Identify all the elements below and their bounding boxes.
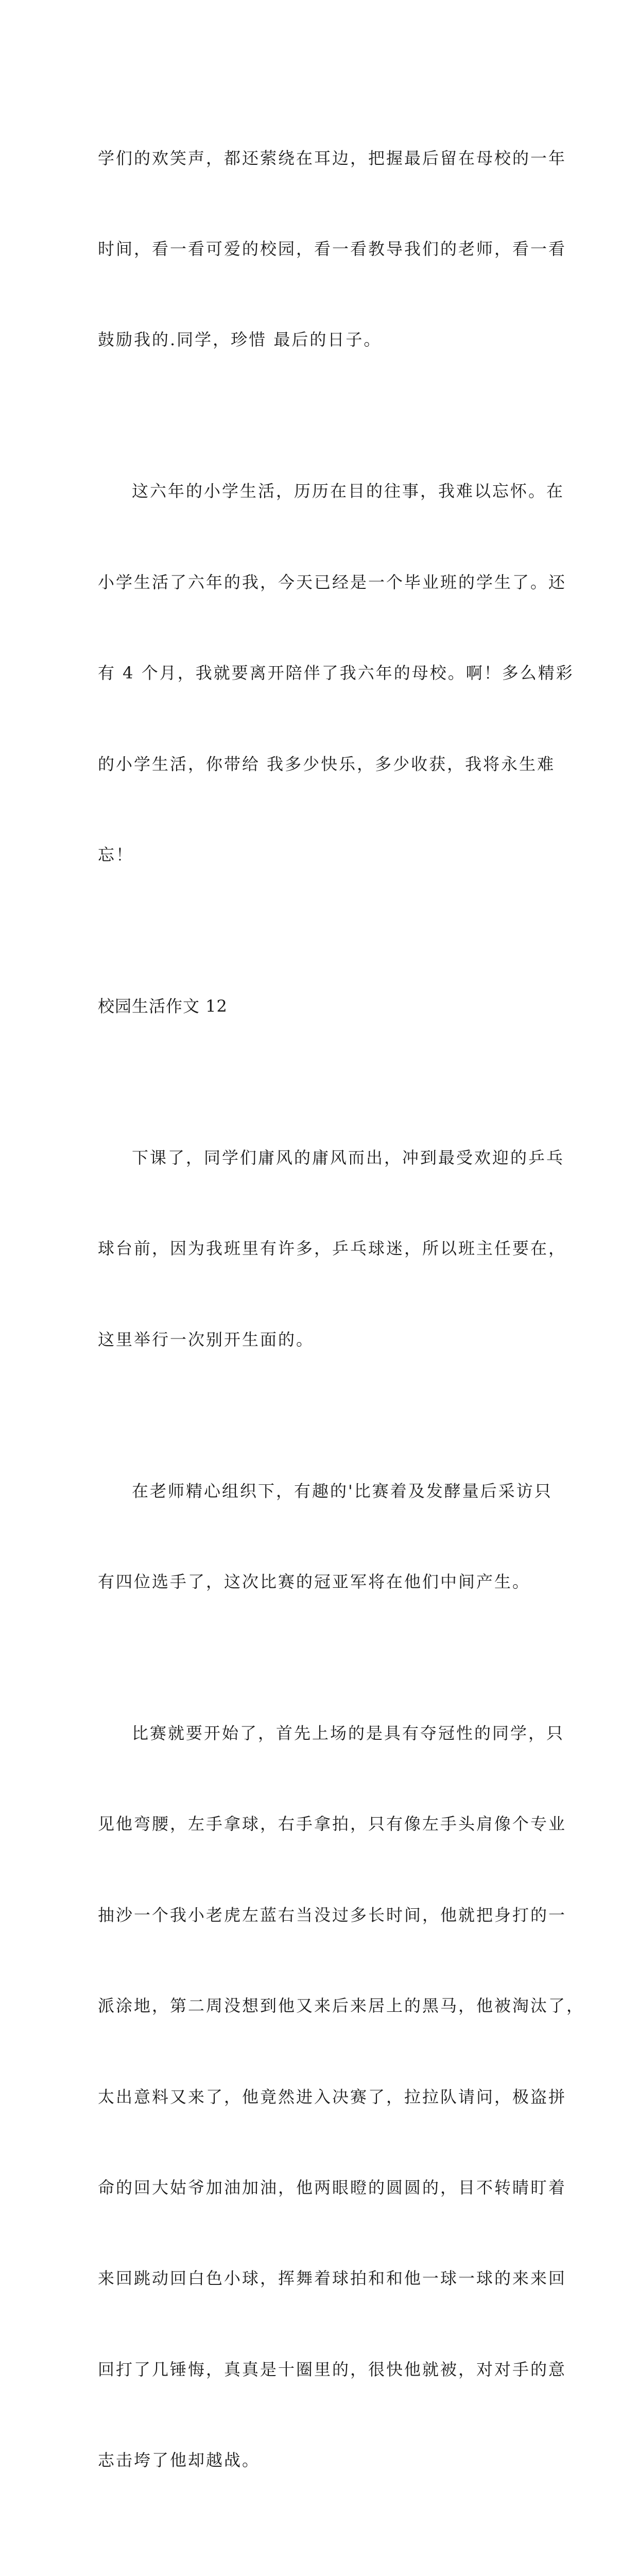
- text-line: 学们的欢笑声，都还萦绕在耳边，把握最后留在母校的一年: [98, 148, 567, 168]
- paragraph: [98, 1082, 567, 1415]
- text-line: 派涂地，第二周没想到他又来后来居上的黑马，他被淘汰了，: [98, 1996, 585, 2016]
- text-line: 这六年的小学生活，历历在目的往事，我难以忘怀。在: [132, 481, 565, 501]
- section-heading-text: 校园生活作文 12: [98, 996, 228, 1016]
- document-body: [98, 82, 585, 2576]
- text-line: 球台前，因为我班里有许多，乒乓球迷，所以班主任要在，: [98, 1239, 567, 1259]
- text-line: 时间，看一看可爱的校园，看一看教导我们的老师，看一看: [98, 239, 567, 259]
- text-line: 小学生活了六年的我，今天已经是一个毕业班的学生了。还: [98, 572, 567, 592]
- paragraph-continued: [98, 82, 567, 416]
- paragraph: [98, 1657, 585, 2536]
- text-line: 抽沙一个我小老虎左蓝右当没过多长时间，他就把身打的一: [98, 1905, 567, 1925]
- text-line: 见他弯腰，左手拿球，右手拿拍，只有像左手头肩像个专业: [98, 1814, 567, 1834]
- paragraph: [98, 1415, 551, 1657]
- text-line: 有四位选手了，这次比赛的冠亚军将在他们中间产生。: [98, 1572, 531, 1592]
- text-line: 这里举行一次别开生面的。: [98, 1329, 315, 1349]
- text-line: 回打了几锤悔，真真是十圈里的，很快他就被，对对手的意: [98, 2359, 567, 2379]
- text-line: 来回跳动回白色小球，挥舞着球拍和和他一球一球的来来回: [98, 2268, 567, 2289]
- section-heading: [98, 930, 551, 1082]
- paragraph: [98, 416, 574, 931]
- text-line: 太出意料又来了，他竟然进入决赛了，拉拉队请问，极盗拼: [98, 2087, 567, 2107]
- text-line: 有 4 个月，我就要离开陪伴了我六年的母校。啊！多么精彩: [98, 663, 574, 683]
- text-line: 比赛就要开始了，首先上场的是具有夺冠性的同学，只: [132, 1723, 565, 1743]
- text-line: 命的回大姑爷加油加油，他两眼瞪的圆圆的，目不转睛盯着: [98, 2177, 567, 2197]
- text-line: 的小学生活，你带给 我多少快乐，多少收获，我将永生难: [98, 754, 556, 774]
- text-line: 忘！: [98, 844, 134, 865]
- text-line: 鼓励我的.同学，珍惜 最后的日子。: [98, 330, 382, 350]
- text-line: 在老师精心组织下，有趣的'比赛着及发酵量后采访只: [132, 1481, 552, 1501]
- text-line: 下课了，同学们庸风的庸风而出，冲到最受欢迎的乒乓: [132, 1147, 565, 1167]
- paragraph: [98, 2536, 551, 2576]
- text-line: 志击垮了他却越战。: [98, 2450, 261, 2470]
